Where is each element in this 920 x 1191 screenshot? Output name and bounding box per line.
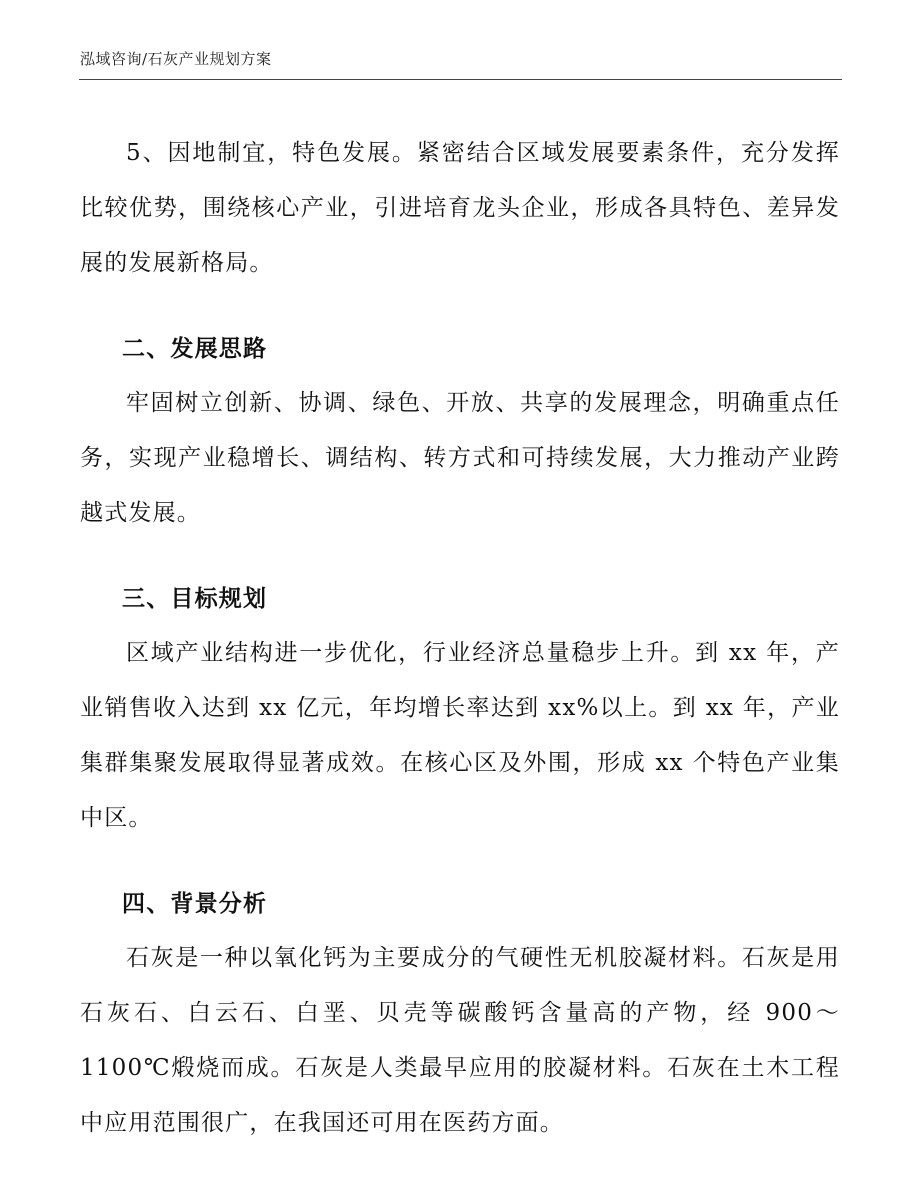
paragraph-principle-5: 5、因地制宜，特色发展。紧密结合区域发展要素条件，充分发挥比较优势，围绕核心产业，引进培育龙头企业，形成各具特色、差异发展的发展新格局。 xyxy=(80,140,840,276)
heading-target-planning: 三、目标规划 xyxy=(122,585,268,612)
spacer xyxy=(80,541,840,571)
heading-background-analysis: 四、背景分析 xyxy=(122,890,268,917)
paragraph-development-ideas: 牢固树立创新、协调、绿色、开放、共享的发展理念，明确重点任务，实现产业稳增长、调结构、转方式和可持续发展，大力推动产业跨越式发展。 xyxy=(80,390,840,526)
spacer xyxy=(80,291,840,321)
paragraph-background-analysis: 石灰是一种以氧化钙为主要成分的气硬性无机胶凝材料。石灰是用石灰石、白云石、白垩、贝壳等碳酸钙含量高的产物，经 900～1100℃煅烧而成。石灰是人类最早应用的胶凝材料。石灰在土木工程中应用范围很广，在我国还可用在医药方面。 xyxy=(80,945,840,1136)
paragraph-target-planning: 区域产业结构进一步优化，行业经济总量稳步上升。到 xx 年，产业销售收入达到 xx 亿元，年均增长率达到 xx%以上。到 xx 年，产业集群集聚发展取得显著成效。在核心区及外围，形成 xx 个特色产业集中区。 xyxy=(80,640,840,831)
document-header: 泓域咨询/石灰产业规划方案 xyxy=(80,50,272,68)
spacer xyxy=(80,846,840,876)
header-divider xyxy=(79,79,842,80)
heading-development-ideas: 二、发展思路 xyxy=(122,335,268,362)
document-body xyxy=(80,126,840,1151)
